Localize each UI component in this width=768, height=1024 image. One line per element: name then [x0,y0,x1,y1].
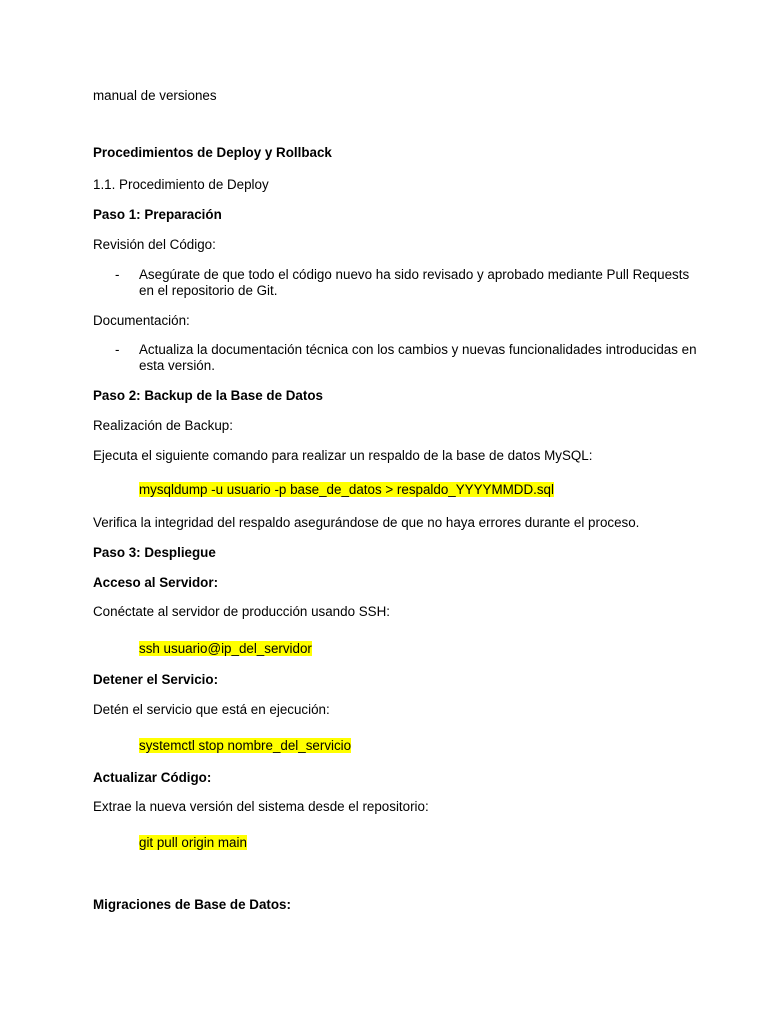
step1-title: Paso 1: Preparación [93,207,222,222]
ssh-command [139,641,312,657]
bullet-marker: - [115,267,120,282]
documentation-label: Documentación: [93,313,190,328]
backup-instruction: Ejecuta el siguiente comando para realizar un respaldo de la base de datos MySQL: [93,448,593,463]
document-header: manual de versiones [93,88,217,103]
update-code-instruction: Extrae la nueva versión del sistema desde el repositorio: [93,799,429,814]
step2-title: Paso 2: Backup de la Base de Datos [93,388,323,403]
bullet-marker: - [115,342,120,357]
server-access-label: Acceso al Servidor: [93,575,219,590]
stop-service-instruction: Detén el servicio que está en ejecución: [93,702,330,717]
ssh-command-text: ssh usuario@ip_del_servidor [139,641,312,656]
stop-command [139,738,351,754]
stop-service-label: Detener el Servicio: [93,672,219,687]
git-pull-command-text: git pull origin main [139,835,247,850]
backup-command [139,482,554,498]
backup-label: Realización de Backup: [93,418,233,433]
update-code-label: Actualizar Código: [93,770,212,785]
verify-text: Verifica la integridad del respaldo asegurándose de que no haya errores durante el proceso. [93,515,640,530]
git-pull-command [139,835,247,851]
section-title: Procedimientos de Deploy y Rollback [93,145,332,160]
server-access-instruction: Conéctate al servidor de producción usando SSH: [93,604,391,619]
code-review-label: Revisión del Código: [93,237,216,252]
backup-command-text: mysqldump -u usuario -p base_de_datos > respaldo_YYYYMMDD.sql [139,482,554,497]
migrations-label: Migraciones de Base de Datos: [93,897,291,912]
step3-title: Paso 3: Despliegue [93,545,216,560]
subsection-title: 1.1. Procedimiento de Deploy [93,177,269,192]
documentation-item: Actualiza la documentación técnica con los cambios y nuevas funcionalidades introducidas en esta versión. [139,342,697,373]
code-review-item: Asegúrate de que todo el código nuevo ha sido revisado y aprobado mediante Pull Requests en el repositorio de Git. [139,267,690,298]
stop-command-text: systemctl stop nombre_del_servicio [139,738,352,753]
